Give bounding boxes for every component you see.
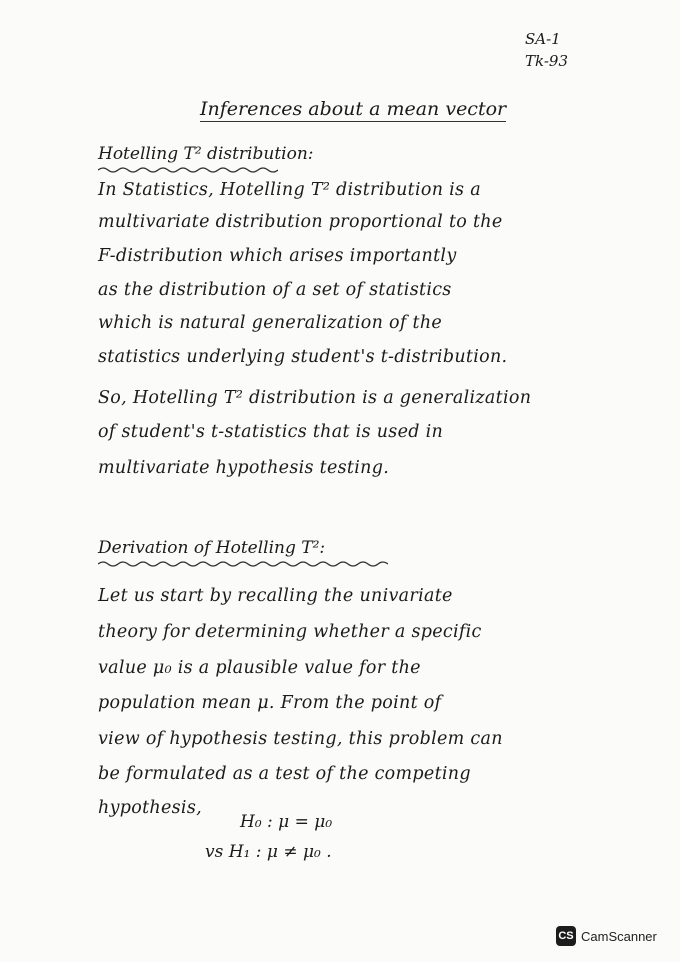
heading-underline <box>98 166 278 174</box>
paragraph-line: statistics underlying student's t-distribution. <box>98 347 508 367</box>
paragraph-line: Let us start by recalling the univariate <box>98 586 453 606</box>
paragraph-line: view of hypothesis testing, this problem can <box>98 729 503 749</box>
paragraph-line: as the distribution of a set of statistics <box>98 280 452 300</box>
alternative-hypothesis: vs H₁ : μ ≠ μ₀ . <box>205 842 332 862</box>
page-title: Inferences about a mean vector <box>200 98 507 120</box>
section-heading-derivation: Derivation of Hotelling T²: <box>98 538 326 558</box>
paragraph-line: multivariate distribution proportional to the <box>98 212 503 232</box>
camscanner-logo-icon: CS <box>556 926 576 946</box>
corner-note-line-1: SA-1 <box>525 30 561 48</box>
paragraph-line: So, Hotelling T² distribution is a generalization <box>98 388 532 408</box>
paragraph-line: of student's t-statistics that is used in <box>98 422 444 442</box>
corner-note-line-2: Tk-93 <box>525 52 568 70</box>
paragraph-line: which is natural generalization of the <box>98 313 443 333</box>
paragraph-line: population mean μ. From the point of <box>98 693 442 713</box>
paragraph-line: hypothesis, <box>98 798 202 818</box>
paragraph-line: value μ₀ is a plausible value for the <box>98 658 421 678</box>
paragraph-line: multivariate hypothesis testing. <box>98 458 390 478</box>
section-heading-hotelling-distribution: Hotelling T² distribution: <box>98 144 314 164</box>
paragraph-line: F-distribution which arises importantly <box>98 246 457 266</box>
paragraph-line: In Statistics, Hotelling T² distribution is a <box>98 180 481 200</box>
null-hypothesis: H₀ : μ = μ₀ <box>240 812 333 832</box>
paragraph-line: be formulated as a test of the competing <box>98 764 471 784</box>
camscanner-watermark: CamScanner <box>581 929 657 944</box>
heading-underline <box>98 560 388 568</box>
paragraph-line: theory for determining whether a specific <box>98 622 482 642</box>
corner-note <box>525 28 568 72</box>
